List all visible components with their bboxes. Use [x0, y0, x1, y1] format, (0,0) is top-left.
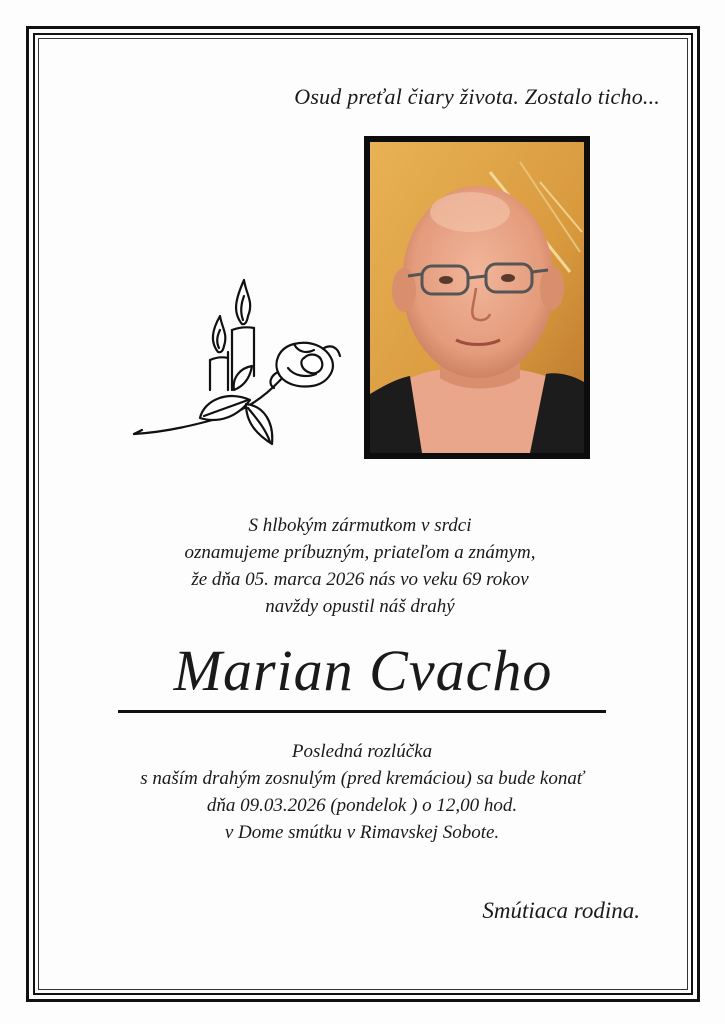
- announcement-line-2: oznamujeme príbuzným, priateľom a známym,: [184, 542, 536, 563]
- announcement-line-1: S hlbokým zármutkom v srdci: [248, 515, 472, 536]
- candles-with-rose-icon: [128, 272, 348, 452]
- family-signature: Smútiaca rodina.: [482, 898, 640, 923]
- announcement-line-3: že dňa 05. marca 2026 nás vo veku 69 rokov: [191, 569, 529, 590]
- portrait-photo: [364, 136, 590, 459]
- announcement-line-4: navždy opustil náš drahý: [265, 596, 455, 617]
- funeral-line-2: s naším drahým zosnulým (pred kremáciou) sa bude konať: [140, 768, 584, 789]
- motto-text: Osud preťal čiary života. Zostalo ticho...: [294, 84, 660, 109]
- name-underline: [118, 710, 606, 713]
- funeral-line-1: Posledná rozlúčka: [291, 741, 433, 762]
- portrait-illustration: [370, 142, 584, 453]
- deceased-name: Marian Cvacho: [173, 638, 553, 703]
- announcement-text: [120, 512, 600, 620]
- funeral-details: [90, 738, 634, 846]
- funeral-line-4: v Dome smútku v Rimavskej Sobote.: [224, 822, 500, 843]
- funeral-line-3: dňa 09.03.2026 (pondelok ) o 12,00 hod.: [206, 795, 518, 816]
